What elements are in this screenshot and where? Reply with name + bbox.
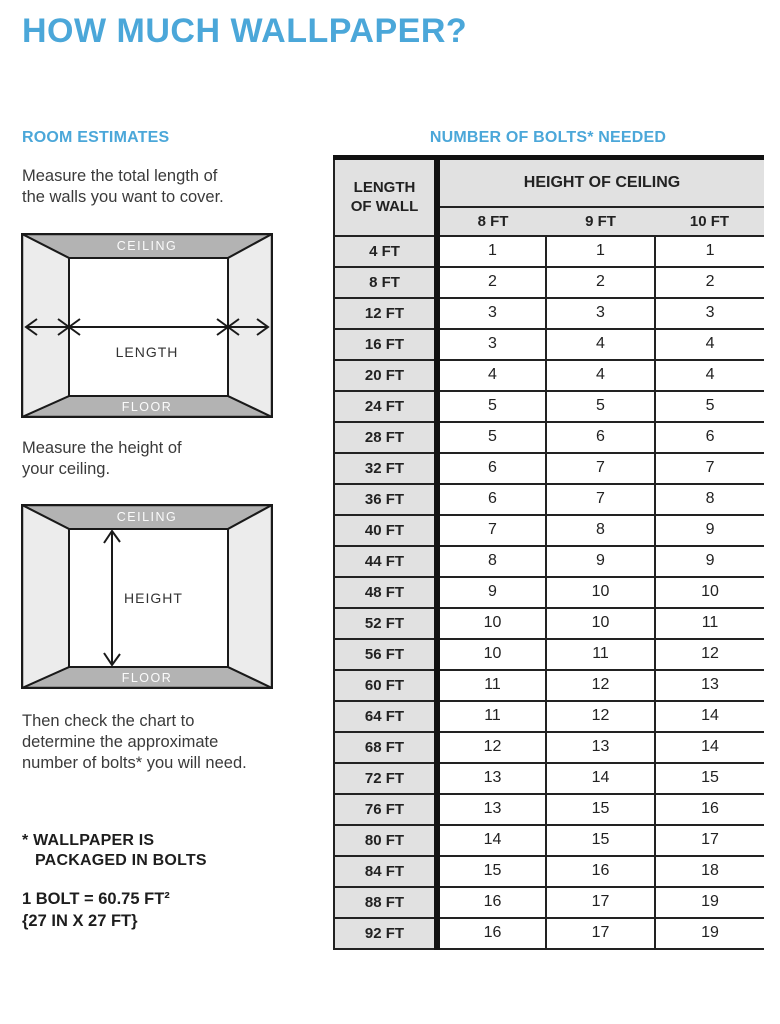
table-row [334, 360, 764, 391]
instruction-line: your ceiling. [22, 460, 111, 478]
bolts-value-cell: 17 [546, 918, 655, 949]
ceiling-9ft-header: 9 FT [546, 207, 655, 236]
bolts-value-cell: 1 [437, 236, 546, 267]
bolts-value-cell: 3 [655, 298, 764, 329]
bolts-value-cell: 12 [437, 732, 546, 763]
length-label: LENGTH [115, 344, 179, 360]
bolts-value-cell: 3 [437, 298, 546, 329]
wall-length-cell: 8 FT [334, 267, 437, 298]
wall-length-cell: 48 FT [334, 577, 437, 608]
measure-length-instruction [22, 166, 224, 208]
floor-label: FLOOR [121, 671, 173, 685]
bolts-value-cell: 5 [437, 422, 546, 453]
height-label: HEIGHT [124, 590, 183, 606]
wall-length-cell: 56 FT [334, 639, 437, 670]
bolts-value-cell: 9 [546, 546, 655, 577]
bolts-value-cell: 13 [437, 794, 546, 825]
wall-length-cell: 60 FT [334, 670, 437, 701]
page-title: HOW MUCH WALLPAPER? [22, 12, 468, 50]
ceiling-label: CEILING [116, 239, 178, 253]
ceiling-10ft-header: 10 FT [655, 207, 764, 236]
bolts-value-cell: 17 [546, 887, 655, 918]
bolts-value-cell: 14 [546, 763, 655, 794]
table-row [334, 453, 764, 484]
bolts-value-cell: 5 [546, 391, 655, 422]
measure-height-instruction [22, 438, 182, 480]
wall-length-cell: 76 FT [334, 794, 437, 825]
bolts-needed-table [333, 155, 764, 950]
instruction-line: determine the approximate [22, 733, 219, 751]
wall-length-cell: 12 FT [334, 298, 437, 329]
bolts-value-cell: 17 [655, 825, 764, 856]
bolts-value-cell: 11 [437, 670, 546, 701]
bolts-value-cell: 3 [437, 329, 546, 360]
table-row [334, 887, 764, 918]
table-row [334, 546, 764, 577]
bolts-value-cell: 9 [655, 546, 764, 577]
wall-length-cell: 36 FT [334, 484, 437, 515]
bolts-value-cell: 3 [546, 298, 655, 329]
bolts-value-cell: 10 [546, 608, 655, 639]
bolts-value-cell: 8 [655, 484, 764, 515]
bolts-value-cell: 16 [546, 856, 655, 887]
table-row [334, 918, 764, 949]
bolts-value-cell: 7 [655, 453, 764, 484]
bolts-value-cell: 14 [655, 732, 764, 763]
bolts-value-cell: 4 [437, 360, 546, 391]
bolts-value-cell: 12 [655, 639, 764, 670]
bolts-needed-heading: NUMBER OF BOLTS* NEEDED [429, 129, 667, 146]
right-wall [228, 505, 272, 688]
bolt-size-line: {27 IN X 27 FT} [22, 912, 138, 930]
wallpaper-bolts-footnote [22, 831, 207, 871]
wall-length-cell: 80 FT [334, 825, 437, 856]
bolts-value-cell: 16 [437, 918, 546, 949]
bolts-table-container [333, 155, 763, 950]
check-chart-instruction [22, 711, 247, 774]
bolts-value-cell: 19 [655, 887, 764, 918]
height-of-ceiling-header: HEIGHT OF CEILING [437, 158, 764, 207]
bolts-value-cell: 15 [546, 794, 655, 825]
bolts-value-cell: 6 [546, 422, 655, 453]
table-row [334, 794, 764, 825]
bolts-value-cell: 16 [437, 887, 546, 918]
bolts-value-cell: 12 [546, 670, 655, 701]
bolts-value-cell: 13 [655, 670, 764, 701]
bolts-value-cell: 10 [655, 577, 764, 608]
table-row [334, 515, 764, 546]
bolts-value-cell: 13 [546, 732, 655, 763]
bolts-value-cell: 4 [546, 329, 655, 360]
bolts-value-cell: 5 [655, 391, 764, 422]
wall-length-cell: 20 FT [334, 360, 437, 391]
footnote-line: PACKAGED IN BOLTS [35, 852, 207, 869]
bolts-value-cell: 13 [437, 763, 546, 794]
wall-length-cell: 40 FT [334, 515, 437, 546]
room-estimates-heading: ROOM ESTIMATES [22, 129, 170, 146]
table-row [334, 236, 764, 267]
bolts-value-cell: 2 [546, 267, 655, 298]
bolts-value-cell: 12 [546, 701, 655, 732]
table-row [334, 670, 764, 701]
bolts-value-cell: 15 [437, 856, 546, 887]
wall-length-cell: 52 FT [334, 608, 437, 639]
wall-length-cell: 92 FT [334, 918, 437, 949]
floor-label: FLOOR [121, 400, 173, 414]
wall-length-cell: 68 FT [334, 732, 437, 763]
bolts-value-cell: 15 [546, 825, 655, 856]
bolts-value-cell: 2 [655, 267, 764, 298]
bolts-value-cell: 4 [546, 360, 655, 391]
wall-length-cell: 88 FT [334, 887, 437, 918]
instruction-line: Measure the height of [22, 439, 182, 457]
instruction-line: Then check the chart to [22, 712, 195, 730]
wall-length-cell: 24 FT [334, 391, 437, 422]
bolts-value-cell: 10 [546, 577, 655, 608]
bolts-value-cell: 9 [437, 577, 546, 608]
table-row [334, 856, 764, 887]
instruction-line: Measure the total length of [22, 167, 218, 185]
room-height-diagram [21, 504, 273, 689]
bolts-value-cell: 5 [437, 391, 546, 422]
wall-length-cell: 16 FT [334, 329, 437, 360]
table-row [334, 763, 764, 794]
bolts-value-cell: 6 [437, 484, 546, 515]
table-row [334, 825, 764, 856]
bolts-value-cell: 4 [655, 360, 764, 391]
table-row [334, 639, 764, 670]
bolts-value-cell: 11 [546, 639, 655, 670]
table-body [334, 236, 764, 949]
wall-length-cell: 4 FT [334, 236, 437, 267]
bolts-value-cell: 10 [437, 639, 546, 670]
table-header-row [334, 158, 764, 207]
bolts-value-cell: 11 [655, 608, 764, 639]
bolts-value-cell: 11 [437, 701, 546, 732]
bolts-value-cell: 7 [546, 484, 655, 515]
bolts-value-cell: 18 [655, 856, 764, 887]
table-row [334, 267, 764, 298]
wall-length-cell: 28 FT [334, 422, 437, 453]
bolts-value-cell: 8 [546, 515, 655, 546]
bolts-value-cell: 7 [437, 515, 546, 546]
bolt-size-info [22, 888, 170, 932]
table-row [334, 484, 764, 515]
table-row [334, 391, 764, 422]
table-row [334, 732, 764, 763]
table-row [334, 577, 764, 608]
instruction-line: number of bolts* you will need. [22, 754, 247, 772]
bolts-value-cell: 10 [437, 608, 546, 639]
bolts-value-cell: 15 [655, 763, 764, 794]
room-length-diagram [21, 233, 273, 418]
bolts-value-cell: 1 [546, 236, 655, 267]
bolts-value-cell: 19 [655, 918, 764, 949]
table-row [334, 298, 764, 329]
bolts-value-cell: 14 [437, 825, 546, 856]
table-row [334, 608, 764, 639]
bolts-value-cell: 16 [655, 794, 764, 825]
bolts-value-cell: 6 [655, 422, 764, 453]
left-wall [22, 505, 69, 688]
bolts-value-cell: 2 [437, 267, 546, 298]
wall-length-cell: 64 FT [334, 701, 437, 732]
instruction-line: the walls you want to cover. [22, 188, 224, 206]
bolts-value-cell: 1 [655, 236, 764, 267]
length-of-wall-header: LENGTH OF WALL [334, 158, 437, 236]
bolts-value-cell: 9 [655, 515, 764, 546]
wall-length-cell: 32 FT [334, 453, 437, 484]
ceiling-label: CEILING [116, 510, 178, 524]
bolts-value-cell: 14 [655, 701, 764, 732]
footnote-line: * WALLPAPER IS [22, 832, 155, 849]
bolts-value-cell: 4 [655, 329, 764, 360]
wall-length-cell: 44 FT [334, 546, 437, 577]
wall-length-cell: 72 FT [334, 763, 437, 794]
bolts-value-cell: 7 [546, 453, 655, 484]
table-row [334, 701, 764, 732]
table-row [334, 329, 764, 360]
wall-length-cell: 84 FT [334, 856, 437, 887]
bolts-value-cell: 8 [437, 546, 546, 577]
bolt-size-line: 1 BOLT = 60.75 FT² [22, 890, 170, 908]
bolts-value-cell: 6 [437, 453, 546, 484]
ceiling-8ft-header: 8 FT [437, 207, 546, 236]
table-row [334, 422, 764, 453]
